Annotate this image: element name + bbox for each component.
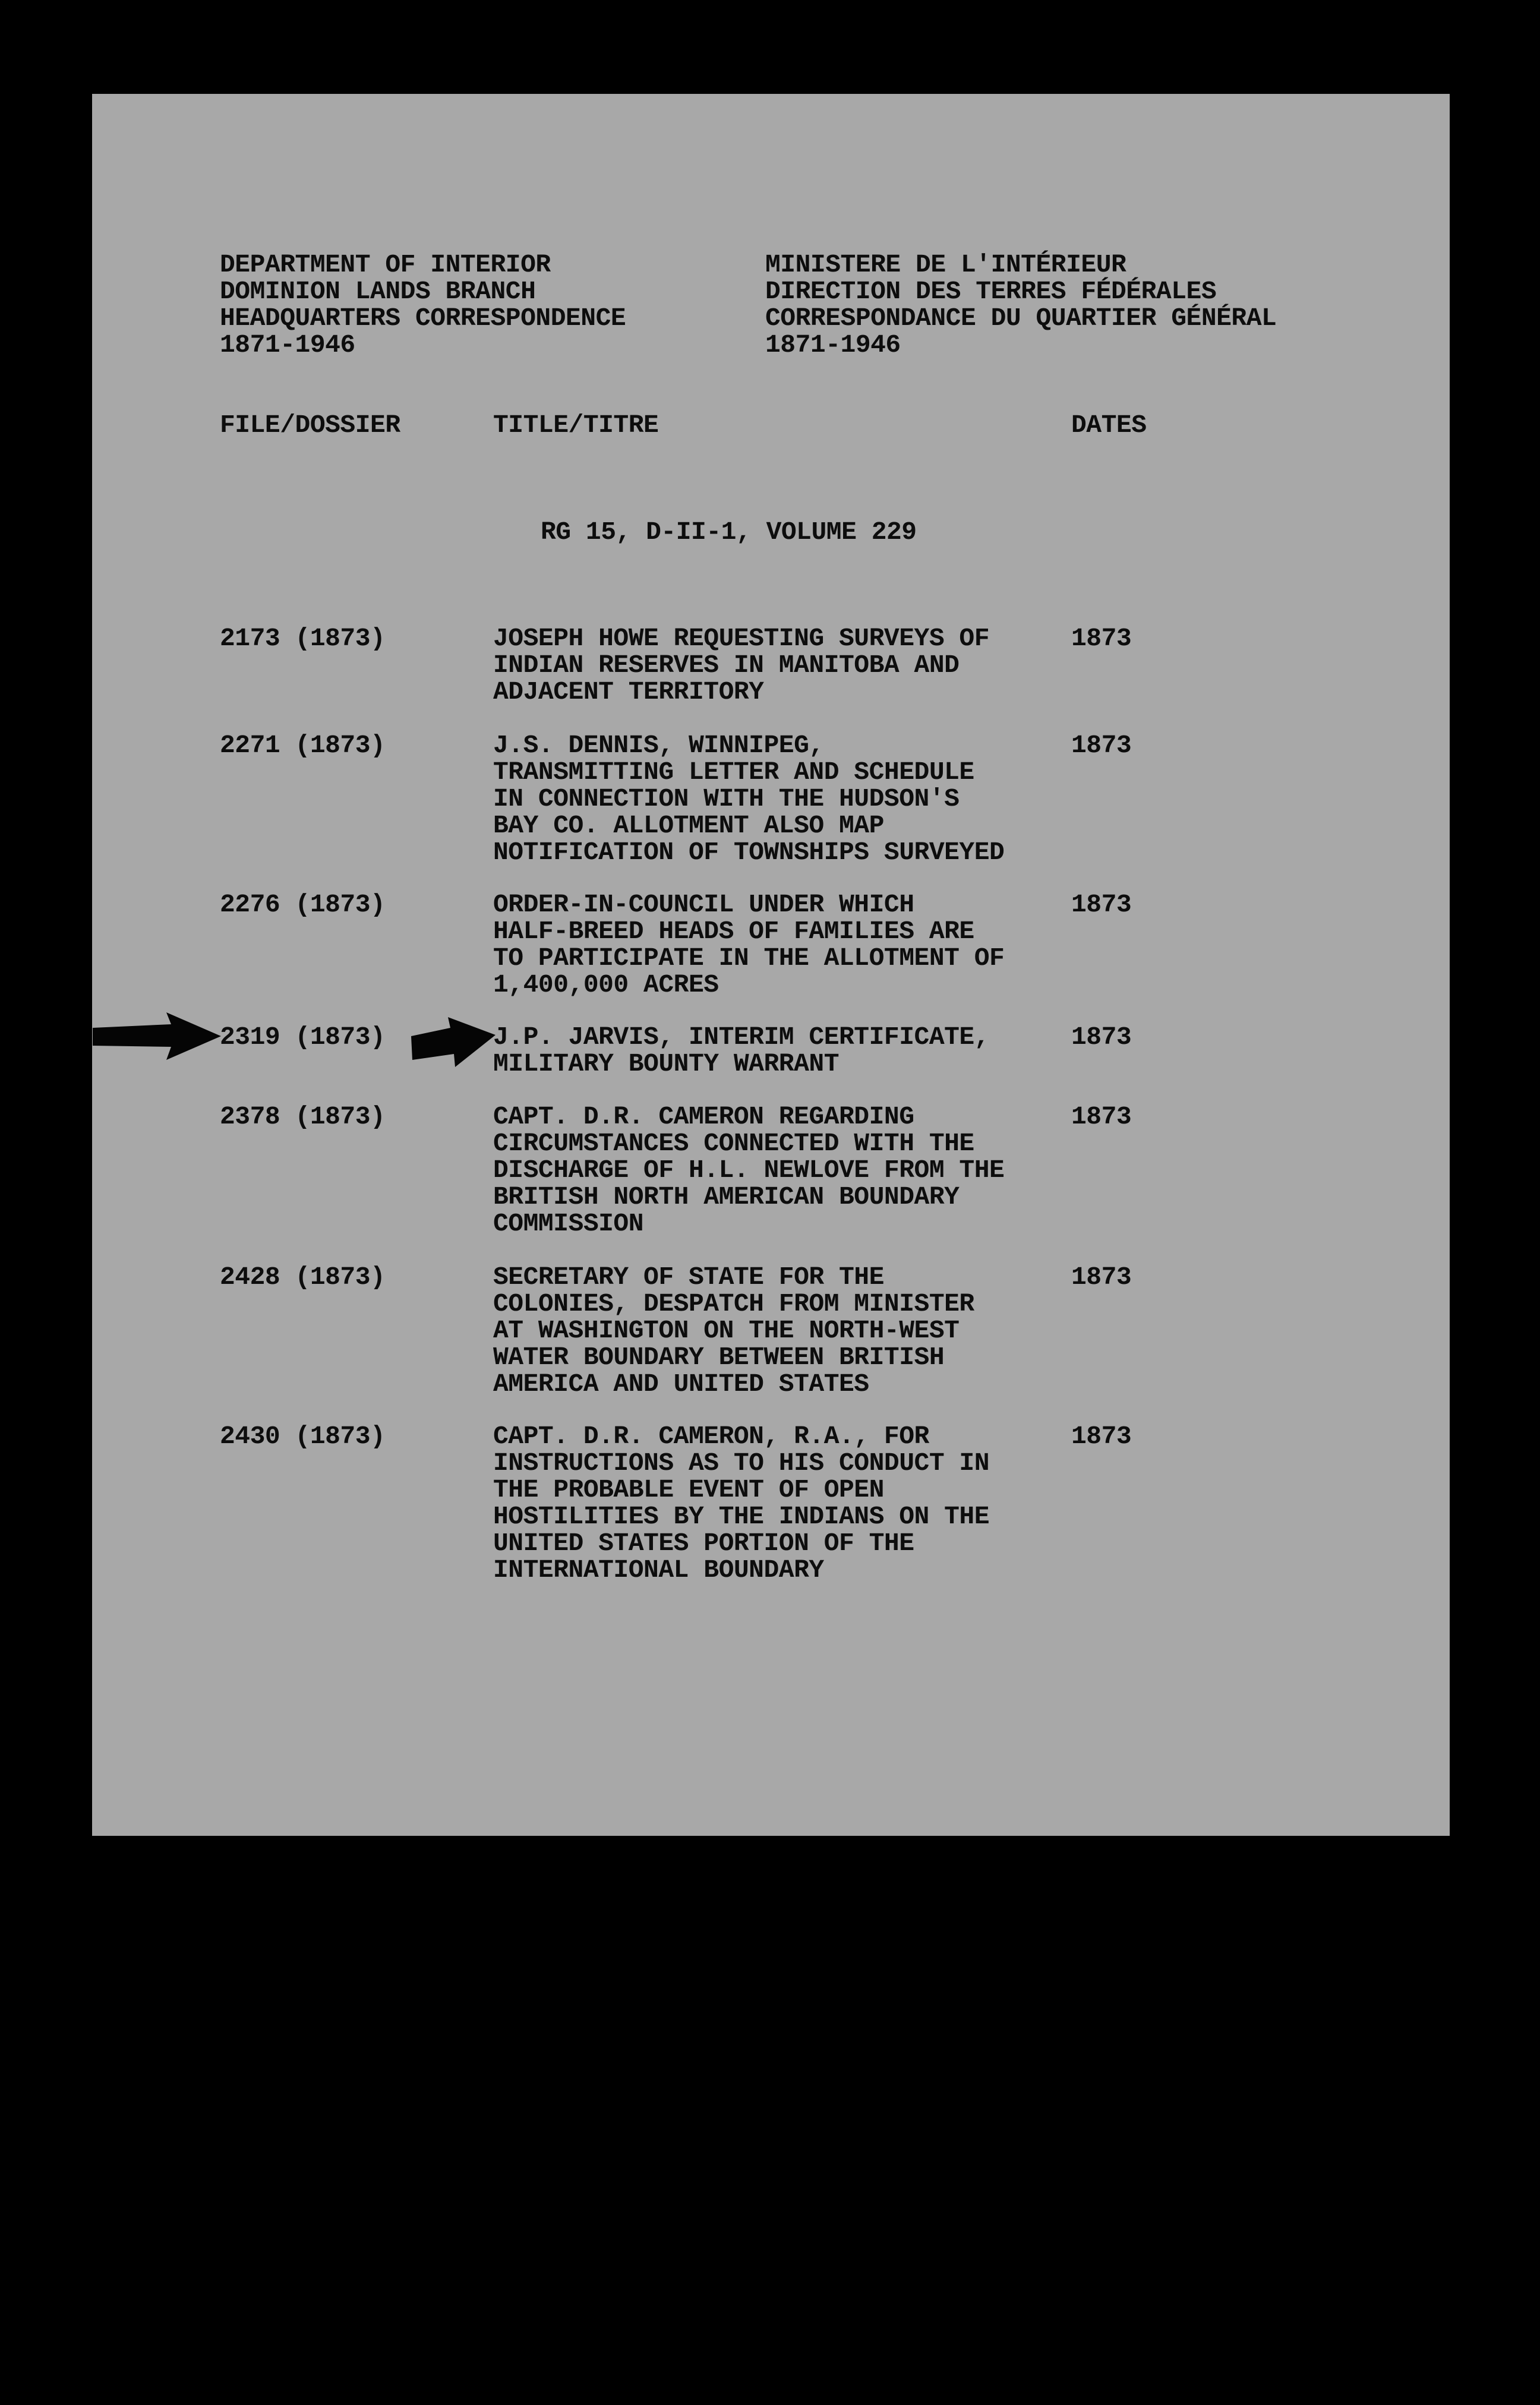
entry-title-line: CIRCUMSTANCES CONNECTED WITH THE <box>493 1129 974 1158</box>
column-heading-dates: DATES <box>1071 411 1147 440</box>
entry-date: 1873 <box>1071 1422 1132 1451</box>
entry-file: 2173 (1873) <box>220 624 386 653</box>
entry-title-line: AMERICA AND UNITED STATES <box>493 1369 869 1399</box>
entry-title-line: SECRETARY OF STATE FOR THE <box>493 1263 884 1292</box>
entry-title-line: J.S. DENNIS, WINNIPEG, <box>493 731 824 760</box>
entry-title-line: WATER BOUNDARY BETWEEN BRITISH <box>493 1343 945 1372</box>
entry-title-line: UNITED STATES PORTION OF THE <box>493 1529 914 1558</box>
entry-file: 2319 (1873) <box>220 1022 386 1052</box>
entry-title-line: INDIAN RESERVES IN MANITOBA AND <box>493 651 960 680</box>
entry-title-line: J.P. JARVIS, INTERIM CERTIFICATE, <box>493 1022 990 1052</box>
column-heading-file: FILE/DOSSIER <box>220 411 400 440</box>
entry-title-line: HALF-BREED HEADS OF FAMILIES ARE <box>493 917 974 946</box>
entry-title-line: TRANSMITTING LETTER AND SCHEDULE <box>493 758 974 787</box>
header-english-line-4: 1871-1946 <box>220 330 355 359</box>
entry-title-line: CAPT. D.R. CAMERON, R.A., FOR <box>493 1422 929 1451</box>
entry-title-line: DISCHARGE OF H.L. NEWLOVE FROM THE <box>493 1156 1005 1185</box>
volume-heading: RG 15, D-II-1, VOLUME 229 <box>541 517 917 547</box>
entry-title-line: NOTIFICATION OF TOWNSHIPS SURVEYED <box>493 838 1005 867</box>
entry-title-line: AT WASHINGTON ON THE NORTH-WEST <box>493 1316 960 1345</box>
entry-title-line: ADJACENT TERRITORY <box>493 677 764 706</box>
arrow-pointer-icon <box>89 1010 223 1065</box>
header-english-line-2: DOMINION LANDS BRANCH <box>220 277 536 306</box>
header-english-line-3: HEADQUARTERS CORRESPONDENCE <box>220 304 626 333</box>
entry-file: 2378 (1873) <box>220 1102 386 1131</box>
entry-file: 2271 (1873) <box>220 731 386 760</box>
header-french-line-1: MINISTERE DE L'INTÉRIEUR <box>765 250 1126 279</box>
entry-date: 1873 <box>1071 1263 1132 1292</box>
entry-title-line: COMMISSION <box>493 1209 644 1238</box>
entry-title-line: HOSTILITIES BY THE INDIANS ON THE <box>493 1502 990 1531</box>
column-heading-title: TITLE/TITRE <box>493 411 659 440</box>
entry-date: 1873 <box>1071 731 1132 760</box>
entry-date: 1873 <box>1071 890 1132 919</box>
entry-date: 1873 <box>1071 624 1132 653</box>
entry-file: 2428 (1873) <box>220 1263 386 1292</box>
entry-title-line: BRITISH NORTH AMERICAN BOUNDARY <box>493 1182 960 1211</box>
header-english-line-1: DEPARTMENT OF INTERIOR <box>220 250 551 279</box>
entry-date: 1873 <box>1071 1102 1132 1131</box>
entry-title-line: JOSEPH HOWE REQUESTING SURVEYS OF <box>493 624 990 653</box>
arrow-pointer-icon <box>409 1015 497 1069</box>
entry-title-line: 1,400,000 ACRES <box>493 970 719 999</box>
entry-title-line: TO PARTICIPATE IN THE ALLOTMENT OF <box>493 943 1005 973</box>
entry-title-line: COLONIES, DESPATCH FROM MINISTER <box>493 1289 974 1318</box>
entry-title-line: MILITARY BOUNTY WARRANT <box>493 1049 839 1078</box>
entry-file: 2430 (1873) <box>220 1422 386 1451</box>
entry-file: 2276 (1873) <box>220 890 386 919</box>
entry-title-line: BAY CO. ALLOTMENT ALSO MAP <box>493 811 884 840</box>
entry-title-line: CAPT. D.R. CAMERON REGARDING <box>493 1102 914 1131</box>
entry-title-line: INTERNATIONAL BOUNDARY <box>493 1555 824 1585</box>
entry-title-line: THE PROBABLE EVENT OF OPEN <box>493 1475 884 1504</box>
header-french-line-2: DIRECTION DES TERRES FÉDÉRALES <box>765 277 1217 306</box>
entry-date: 1873 <box>1071 1022 1132 1052</box>
header-french-line-4: 1871-1946 <box>765 330 901 359</box>
entry-title-line: ORDER-IN-COUNCIL UNDER WHICH <box>493 890 914 919</box>
entry-title-line: IN CONNECTION WITH THE HUDSON'S <box>493 784 960 813</box>
entry-title-line: INSTRUCTIONS AS TO HIS CONDUCT IN <box>493 1448 990 1478</box>
header-french-line-3: CORRESPONDANCE DU QUARTIER GÉNÉRAL <box>765 304 1277 333</box>
